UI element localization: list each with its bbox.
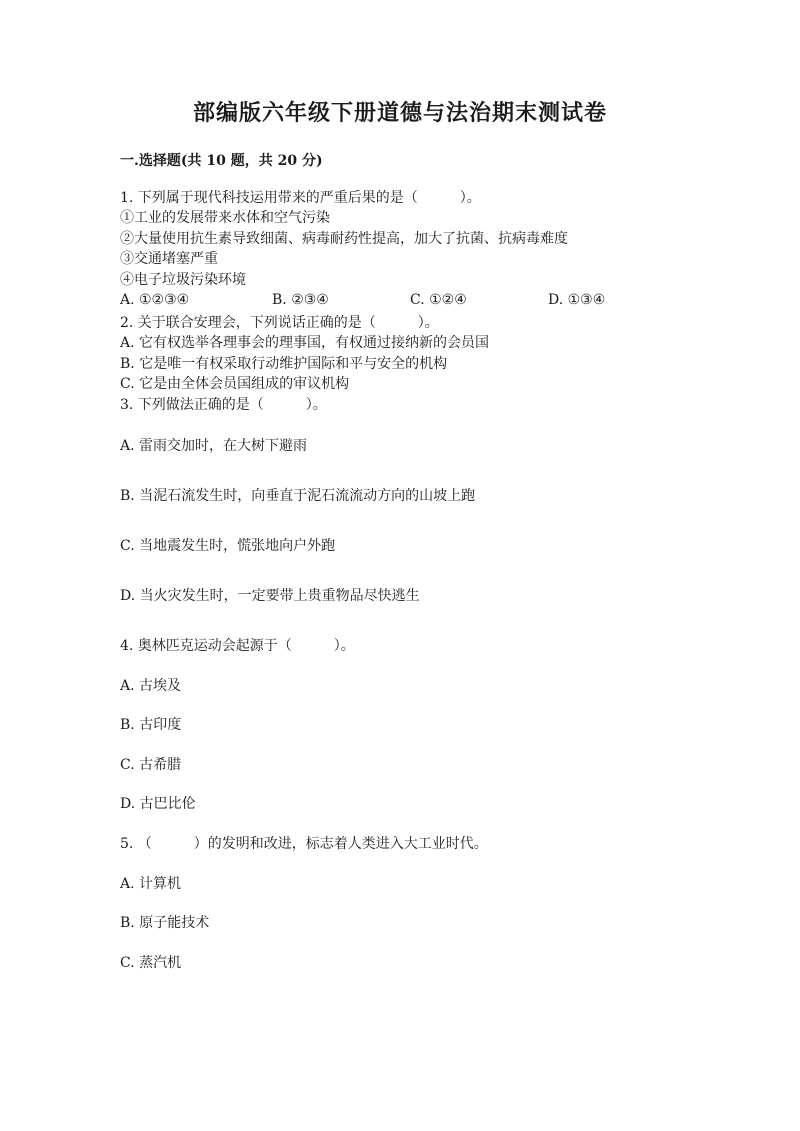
question-5-option-a: A. 计算机: [120, 876, 182, 892]
question-3-option-d: D. 当火灾发生时，一定要带上贵重物品尽快逃生: [120, 588, 420, 604]
question-1-option-c: C. ①②④: [410, 292, 467, 308]
question-4-option-c: C. 古希腊: [120, 757, 182, 773]
question-1-item-1: ①工业的发展带来水体和空气污染: [120, 210, 330, 226]
question-2-option-a: A. 它有权选举各理事会的理事国，有权通过接纳新的会员国: [120, 335, 490, 351]
question-2-option-c: C. 它是由全体会员国组成的审议机构: [120, 376, 350, 392]
question-2-option-b: B. 它是唯一有权采取行动维护国际和平与安全的机构: [120, 356, 448, 372]
question-2-stem: 2. 关于联合安理会，下列说话正确的是（ ）。: [120, 315, 439, 331]
question-3-option-b: B. 当泥石流发生时，向垂直于泥石流流动方向的山坡上跑: [120, 488, 476, 504]
question-1-item-3: ③交通堵塞严重: [120, 251, 218, 267]
section-heading: 一.选择题(共 10 题，共 20 分): [120, 153, 323, 169]
question-1-stem: 1. 下列属于现代科技运用带来的严重后果的是（ ）。: [120, 190, 481, 206]
question-1-option-b: B. ②③④: [272, 292, 329, 308]
question-5-option-c: C. 蒸汽机: [120, 955, 182, 971]
question-4-option-a: A. 古埃及: [120, 678, 182, 694]
question-5-option-b: B. 原子能技术: [120, 915, 210, 931]
question-4-stem: 4. 奥林匹克运动会起源于（ ）。: [120, 638, 355, 654]
question-1-item-2: ②大量使用抗生素导致细菌、病毒耐药性提高，加大了抗菌、抗病毒难度: [120, 231, 568, 247]
question-1-option-d: D. ①③④: [548, 292, 606, 308]
exam-title: 部编版六年级下册道德与法治期末测试卷: [192, 100, 607, 126]
question-4-option-d: D. 古巴比伦: [120, 796, 196, 812]
question-5-stem: 5. （ ）的发明和改进，标志着人类进入大工业时代。: [120, 836, 488, 852]
question-3-stem: 3. 下列做法正确的是（ ）。: [120, 397, 327, 413]
question-3-option-a: A. 雷雨交加时，在大树下避雨: [120, 438, 308, 454]
question-1-item-4: ④电子垃圾污染环境: [120, 272, 246, 288]
question-3-option-c: C. 当地震发生时，慌张地向户外跑: [120, 538, 336, 554]
question-1-option-a: A. ①②③④: [120, 292, 190, 308]
question-4-option-b: B. 古印度: [120, 717, 182, 733]
